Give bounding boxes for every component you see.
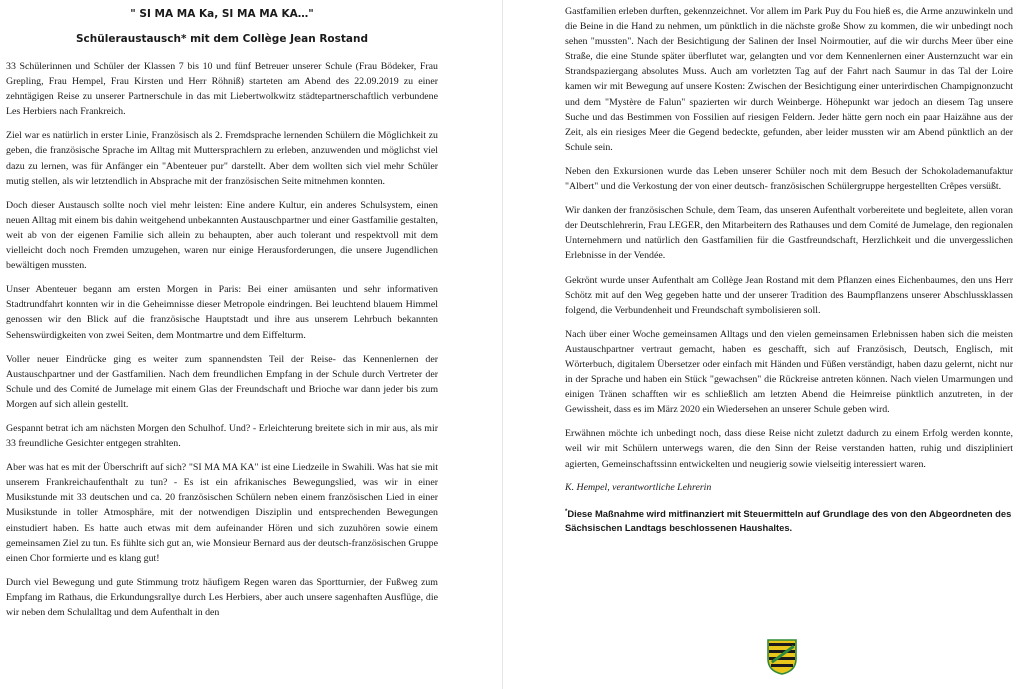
paragraph: Nach über einer Woche gemeinsamen Alltags und den vielen gemeinsamen Erlebnissen haben sich die meisten Austauschpartner vertraut gemacht, haben es geschafft, sich auf Französisch, Deutsch, Englisch, mit Wörterbuch, digitalem Übersetzer oder einfach mit Händen und Füßen verständigt, haben dazu gelernt, nicht nur in der Sprache und haben ein Stück "gewachsen" die Rückreise antreten können. Nach vielen Umarmungen und einigen Tränen schafften wir es schließlich am letzten Abend die Heimreise pünktlich anzutreten, in der Gewissheit, dass es im März 2020 ein Wiedersehen an unserer Schule geben wird. xyxy=(565,328,1013,416)
paragraph: Doch dieser Austausch sollte noch viel mehr leisten: Eine andere Kultur, ein anderes Schulsystem, einen neuen Alltag mit einem bis dahin weitgehend unbekannten Austauschpartner und einer Gastfamilie gestalten, weit ab von der eigenen Familie sich allein zu behaupten, aber auch tolerant und respektvoll mit dem vielleicht doch noch Fremden umzugehen, waren nur einige Herausforderungen, die unsere Jugendlichen bewältigen mussten. xyxy=(6,199,438,272)
page-divider xyxy=(502,0,503,689)
paragraph: Wir danken der französischen Schule, dem Team, das unseren Aufenthalt vorbereitete und begleitete, allen voran der Deutschlehrerin, Frau LEGER, den Mitarbeitern des Rathauses und dem Comité de Jumelage, den regionalen Unternehmern und natürlich den Gastfamilien für die Gastfreundschaft, Herzlichkeit und die unvergesslichen Erlebnisse in der Vendée. xyxy=(565,205,1013,262)
left-column xyxy=(6,0,438,629)
footnote-mark: * xyxy=(565,508,568,515)
paragraph: Neben den Exkursionen wurde das Leben unserer Schüler noch mit dem Besuch der Schokolademanufaktur "Albert" und die Verkostung der von einer deutsch- französischen Schülergruppe hergestellten Crêpes versüßt. xyxy=(565,165,1013,193)
paragraph: Erwähnen möchte ich unbedingt noch, dass diese Reise nicht zuletzt dadurch zu einem Erfolg werden konnte, weil wir mit Schülern unterwegs waren, die den Sinn der Reise verstanden hatten, ruhig und diszipliniert agierten, Gemeinschaftssinn entwickelten und neugierig sowie vielseitig interessiert waren. xyxy=(565,428,1013,470)
paragraph: Gespannt betrat ich am nächsten Morgen den Schulhof. Und? - Erleichterung breitete sich in mir aus, als mir 33 freundliche Gesichter entgegen strahlten. xyxy=(6,422,438,450)
paragraph: Unser Abenteuer begann am ersten Morgen in Paris: Bei einer amüsanten und sehr informativen Stadtrundfahrt konnten wir in die Geheimnisse dieser Metropole eindringen. Bei leuchtend blauem Himmel genossen wir den Blick auf die französische Hauptstadt und ihre aus unserem Lehrbuch bekannten Sehenswürdigkeiten von zwei Seiten, dem Montmartre und dem Eiffelturm. xyxy=(6,284,438,341)
author-signature: K. Hempel, verantwortliche Lehrerin xyxy=(565,481,712,493)
paragraph: Durch viel Bewegung und gute Stimmung trotz häufigem Regen waren das Sportturnier, der Fußweg zum Empfang im Rathaus, die Erkundungsrallye durch Les Herbiers, aber auch unsere sagenhaften Ausflüge, die wir neben dem Schulalltag und dem Aufenthalt in den xyxy=(6,576,438,618)
paragraph: 33 Schülerinnen und Schüler der Klassen 7 bis 10 und fünf Betreuer unserer Schule (Frau Bödeker, Frau Grepling, Frau Hempel, Frau Kirsten und Herr Röhniß) starteten am Abend des 22.09.2019 zu einer zehntägigen Reise zu unserer Partnerschule in das mit Liebertwolkwitz städtepartnerschaftlich verbundene Les Herbiers nach Frankreich. xyxy=(6,61,438,118)
right-column xyxy=(565,4,1013,535)
paragraph: Ziel war es natürlich in erster Linie, Französisch als 2. Fremdsprache lernenden Schülern die Möglichkeit zu geben, die französische Sprache im Alltag mit Muttersprachlern zu erleben, anzuwenden und möglichst viel dazu zu lernen, was für Anfänger ein "Abenteuer pur" darstellt. Aber dem wollten sich viel mehr Schüler mutig stellen, als wir letztendlich in Absprache mit der französischen Seite mitnehmen konnten. xyxy=(6,130,438,187)
paragraph: Aber was hat es mit der Überschrift auf sich? "SI MA MA KA" ist eine Liedzeile in Swahili. Was hat sie mit unserem Frankreichaufenthalt zu tun? - Es ist ein afrikanisches Bewegungslied, was wir in einer Musikstunde mit 33 deutschen und ca. 20 französischen Schülern neben einem französischen Lied in einer Musikstunde in toller Atmosphäre, mit der notwendigen Disziplin und entsprechenden Bewegungen einstudiert haben. Es hatte auch etwas mit dem aufeinander Hören und sich zuzuhören sowie einem gemeinsamen Ziel zu tun. Es fühlte sich gut an, wie Monsieur Bernard aus der deutsch-französischen Gruppe einen Chor formierte und es klang gut! xyxy=(6,462,438,564)
footnote-text: Diese Maßnahme wird mitfinanziert mit Steuermitteln auf Grundlage des von den Abgeordneten des Sächsischen Landtags beschlossenen Haushaltes. xyxy=(565,507,1012,533)
paragraph: Voller neuer Eindrücke ging es weiter zum spannendsten Teil der Reise- das Kennenlernen der Austauschpartner und der Gastfamilien. Nach dem freundlichen Empfang in der Schule durch Vertreter der Schule und des Comité de Jumelage mit einem Glas der Freundschaft und Brioche war dann jeder bis zum Morgen auf sich allein gestellt. xyxy=(6,353,438,410)
paragraph: Gastfamilien erleben durften, gekennzeichnet. Vor allem im Park Puy du Fou hieß es, die Arme anzuwinkeln und die Beine in die Hand zu nehmen, um pünktlich in die nächste große Show zu kommen, die wir unbedingt noch sehen "mussten". Nach der Besichtigung der Salinen der Insel Noirmoutier, auf die wir durchs Meer über eine Straße, die eine Stunde später überflutet war, gelangten und vor dem Kennenlernen einer Austernzucht war ein Strandspaziergang absolutes Muss. Auch am vorletzten Tag auf der Fahrt nach Saumur in das Tal der Loire kamen wir mit Bewegung auf unsere Kosten: Zwischen der Besichtigung einer unterirdischen Champignonzucht und dem "Mystère de Falun" spazierten wir durch Weinberge. Höhepunkt war jedoch an diesem Tag unsere Suche und das Bestimmen von Fossilien auf riesigen Feldern. Jeder hätte gern noch ein paar Haizähne aus der Zeit, als ein riesiges Meer die Gegend bedeckte, gefunden, aber leider mussten wir am Abend pünktlich an der Schule sein. xyxy=(565,6,1013,153)
funding-footnote xyxy=(565,505,1013,535)
article-title: " SI MA MA Ka, SI MA MA KA…" xyxy=(130,8,314,20)
article-subtitle: Schüleraustausch* mit dem Collège Jean Rostand xyxy=(76,33,368,45)
paragraph: Gekrönt wurde unser Aufenthalt am Collège Jean Rostand mit dem Pflanzen eines Eichenbaumes, den uns Herr Schötz mit auf den Weg gegeben hatte und der unserer Tradition des Baumpflanzens unserer Abschlussklassen folgend, die Verbundenheit und Freundschaft symbolisieren soll. xyxy=(565,274,1013,316)
saxony-coat-of-arms-icon xyxy=(767,639,797,675)
